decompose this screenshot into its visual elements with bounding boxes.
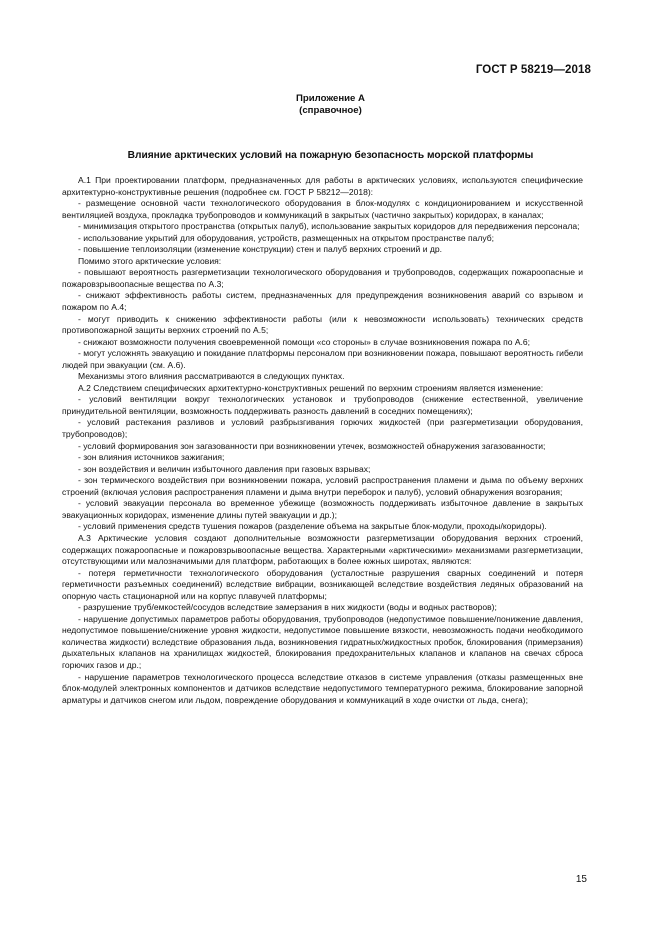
list-item: - условий эвакуации персонала во временное убежище (возможность поддерживать избыточное давление в закрытых эвакуационных коридорах, изменение длины путей эвакуации и др.); (62, 498, 583, 520)
paragraph: А.2 Следствием специфических архитектурно-конструктивных решений по верхним строениям является изменение: (78, 382, 544, 393)
list-item: - зон воздействия и величин избыточного давления при газовых взрывах; (78, 463, 371, 474)
list-item: - потеря герметичности технологического оборудования (усталостные разрушения сварных соединений и потеря герметичности разъемных соединений) вследствие вибрации, возникающей вследствие воздействия ледяных образований на опорную часть стационарной или на корпус плавучей платформы; (62, 567, 583, 601)
paragraph: Помимо этого арктические условия: (78, 255, 222, 266)
list-item: - могут приводить к снижению эффективности работы (или к невозможности использовать) технических средств противопожарной защиты верхних строений по А.5; (62, 313, 583, 336)
list-item: - минимизация открытого пространства (открытых палуб), использование закрытых коридоров для передвижения персонала; (78, 221, 580, 232)
paragraph: А.3 Арктические условия создают дополнительные возможности разгерметизации оборудования верхних строений, содержащих пожароопасные и пожаровзрывоопасные вещества. Характерными «арктическими» механизмами разгерметизации, отсутствующими или малозначимыми для платформ, работающих в более южных широтах, являются: (62, 532, 583, 567)
paragraph: Механизмы этого влияния рассматриваются в следующих пунктах. (78, 371, 345, 382)
list-item: - условий формирования зон загазованности при возникновении утечек, возможностей обнаружения загазованности; (78, 440, 546, 451)
list-item: - повышение теплоизоляции (изменение конструкции) стен и палуб верхних строений и др. (78, 244, 442, 255)
page-number: 15 (575, 874, 587, 885)
list-item: - использование укрытий для оборудования, устройств, размещенных на открытом пространстве палуб; (78, 232, 494, 243)
list-item: - разрушение труб/емкостей/сосудов вследствие замерзания в них жидкости (воды и водных растворов); (78, 602, 497, 613)
paragraph: А.1 При проектировании платформ, предназначенных для работы в арктических условиях, используются специфические архитектурно-конструктивные решения (подробнее см. ГОСТ Р 58212—2018): (62, 175, 583, 197)
list-item: - зон влияния источников зажигания; (78, 452, 225, 463)
appendix-title: Приложение А (296, 93, 365, 104)
body-text (62, 175, 583, 706)
list-item: - условий применения средств тушения пожаров (разделение объема на закрытые блок-модули, проходы/коридоры). (78, 521, 547, 532)
list-item: - снижают эффективность работы систем, предназначенных для предупреждения возникновения аварий со взрывом и пожаром по А.4; (62, 290, 583, 313)
list-item: - нарушение параметров технологического процесса вследствие отказов в системе управления (отказы размещенных вне блок-модулей электронных компонентов и датчиков вследствие недопустимого температурного режима, блокирование запорной арматуры и датчиков снегом или льдом, повреждение оборудования и коммуникаций в ходе очистки от льда, снега); (62, 671, 583, 705)
list-item: - снижают возможности получения своевременной помощи «со стороны» в случае возникновения пожара по А.6; (78, 336, 531, 347)
list-item: - нарушение допустимых параметров работы оборудования, трубопроводов (недопустимое повышение/понижение давления, недопустимое повышение/снижение уровня жидкости, недопустимое повышение вязкости, невозможность подачи необходимого количества жидкости) вследствие образования льда, возникновения гидратных/жидкостных пробок, блокирования (примерзания) дыхательных клапанов на хранилищах жидкостей, блокирования предохранительных клапанов и клапанов на свечах сброса горючих газов и др.; (62, 613, 583, 670)
appendix-subtitle: (справочное) (299, 104, 362, 116)
list-item: - условий растекания разливов и условий разбрызгивания горючих жидкостей (при разгерметизации оборудования, трубопроводов); (62, 417, 583, 440)
list-item: - могут усложнять эвакуацию и покидание платформы персоналом при возникновении пожара, повышают вероятность гибели людей при эвакуации (см. А.6). (62, 348, 583, 370)
appendix-heading (0, 93, 661, 116)
list-item: - размещение основной части технологического оборудования в блок-модулях с кондиционированием и искусственной вентиляцией воздуха, прокладка трубопроводов и коммуникаций в закрытых (частично закрытых) коридорах, в каналах; (62, 198, 583, 220)
document-code: ГОСТ Р 58219—2018 (475, 64, 591, 76)
list-item: - условий вентиляции вокруг технологических установок и трубопроводов (снижение естественной, увеличение принудительной вентиляции, возможность поддерживать разность давлений в соседних помещениях); (62, 394, 583, 416)
section-title: Влияние арктических условий на пожарную безопасность морской платформы (127, 150, 534, 161)
list-item: - повышают вероятность разгерметизации технологического оборудования и трубопроводов, содержащих пожароопасные и пожаровзрывоопасные вещества по А.3; (62, 267, 583, 289)
list-item: - зон термического воздействия при возникновении пожара, условий распространения пламени и дыма по объему верхних строений (включая условия распространения пламени и дыма внутри переборок и палуб), условий обнаружения возгорания; (62, 475, 583, 497)
